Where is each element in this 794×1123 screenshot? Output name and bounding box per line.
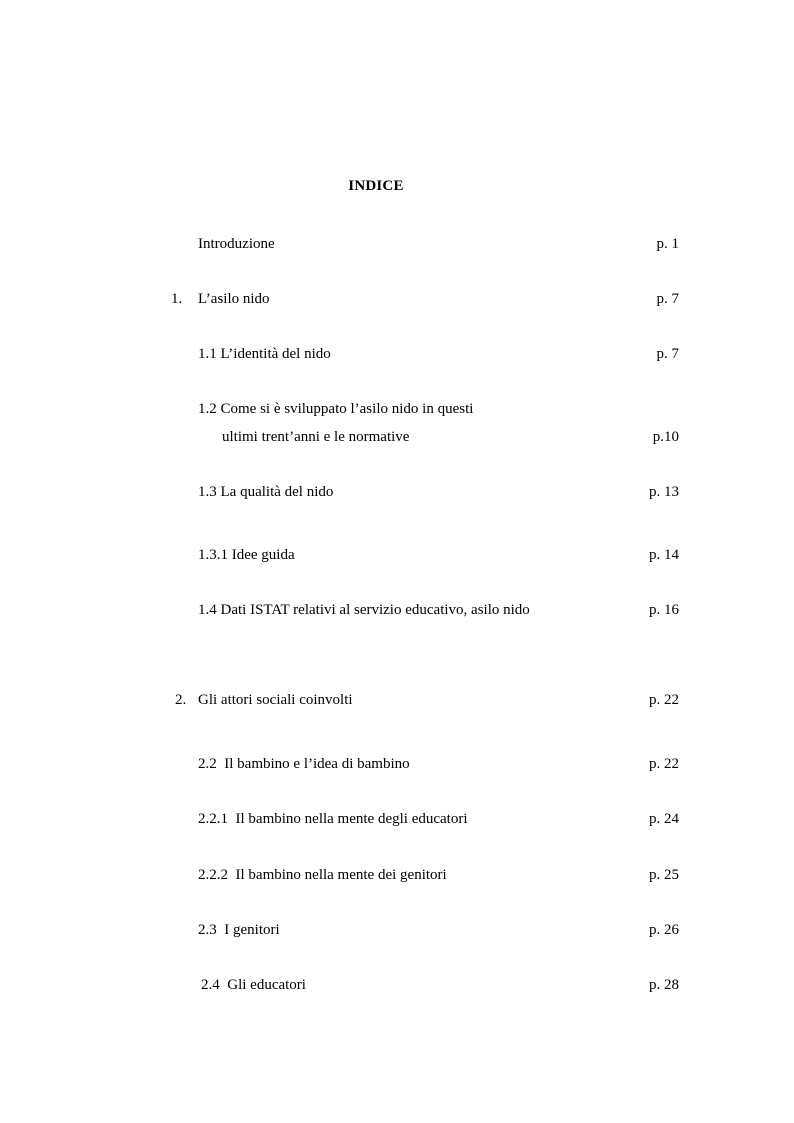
toc-entry-chapter-1 (0, 289, 794, 309)
toc-entry-1-3 (0, 482, 794, 502)
toc-entry-label: 1.2 Come si è sviluppato l’asilo nido in questi (198, 401, 474, 417)
toc-entry-1-2 (0, 399, 794, 419)
toc-entry-label: Gli attori sociali coinvolti (198, 692, 353, 708)
toc-entry-label-line2: ultimi trent’anni e le normative (222, 429, 410, 445)
toc-entry-page: p. 16 (649, 602, 679, 618)
toc-entry-1-2-continued (0, 427, 794, 447)
toc-entry-label: 2.2 Il bambino e l’idea di bambino (198, 756, 410, 772)
toc-entry-introduzione (0, 234, 794, 254)
toc-entry-2-4 (0, 975, 794, 995)
toc-entry-page: p. 26 (649, 922, 679, 938)
toc-entry-2-2-2 (0, 865, 794, 885)
toc-entry-chapter-2 (0, 690, 794, 710)
toc-entry-label: L’asilo nido (198, 291, 270, 307)
toc-entry-label: 1.3.1 Idee guida (198, 547, 295, 563)
toc-entry-2-3 (0, 920, 794, 940)
toc-entry-label: 2.4 Gli educatori (201, 977, 306, 993)
toc-entry-page: p. 7 (656, 291, 679, 307)
toc-entry-page: p. 22 (649, 692, 679, 708)
toc-entry-label: 2.3 I genitori (198, 922, 280, 938)
toc-entry-1-4 (0, 600, 794, 620)
toc-entry-page: p. 7 (656, 346, 679, 362)
toc-entry-label: 1.4 Dati ISTAT relativi al servizio educativo, asilo nido (198, 602, 530, 618)
toc-entry-page: p. 24 (649, 811, 679, 827)
toc-entry-label: 1.1 L’identità del nido (198, 346, 331, 362)
toc-entry-label: 1.3 La qualità del nido (198, 484, 334, 500)
toc-entry-label: 2.2.2 Il bambino nella mente dei genitori (198, 867, 447, 883)
toc-entry-label: 2.2.1 Il bambino nella mente degli educatori (198, 811, 468, 827)
toc-entry-page: p. 22 (649, 756, 679, 772)
toc-entry-2-2 (0, 754, 794, 774)
toc-entry-2-2-1 (0, 809, 794, 829)
toc-entry-1-1 (0, 344, 794, 364)
toc-entry-1-3-1 (0, 545, 794, 565)
toc-entry-page: p.10 (652, 429, 679, 445)
toc-entry-page: p. 14 (649, 547, 679, 563)
toc-entry-page: p. 25 (649, 867, 679, 883)
toc-entry-page: p. 13 (649, 484, 679, 500)
toc-entry-number: 2. (175, 692, 187, 708)
toc-entry-label: Introduzione (198, 236, 275, 252)
toc-entry-page: p. 28 (649, 977, 679, 993)
page-title: INDICE (348, 178, 404, 194)
toc-entry-number: 1. (171, 291, 183, 307)
toc-entry-page: p. 1 (656, 236, 679, 252)
